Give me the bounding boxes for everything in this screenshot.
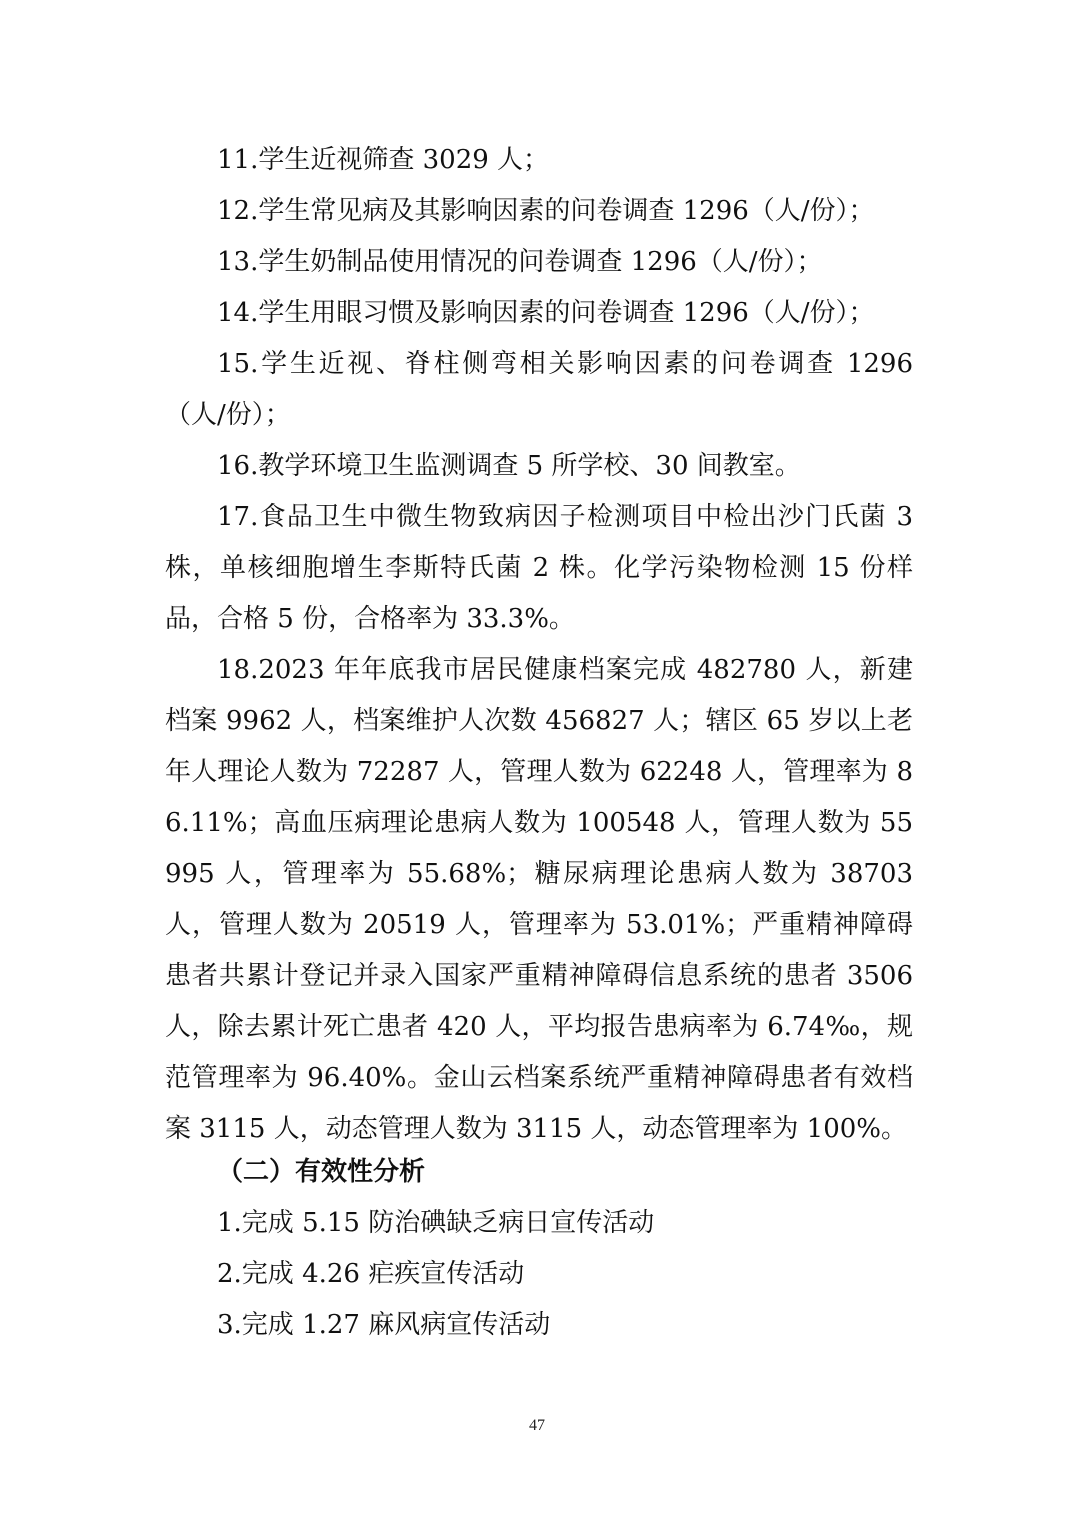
section-heading-effectiveness: （二）有效性分析	[217, 1157, 426, 1187]
item-11: 11.学生近视筛查 3029 人；	[217, 145, 550, 175]
item-14: 14.学生用眼习惯及影响因素的问卷调查 1296（人/份）；	[217, 298, 875, 328]
item-13: 13.学生奶制品使用情况的问卷调查 1296（人/份）；	[217, 247, 823, 277]
effectiveness-item-1: 1.完成 5.15 防治碘缺乏病日宣传活动	[217, 1208, 655, 1238]
effectiveness-item-2: 2.完成 4.26 疟疾宣传活动	[217, 1259, 525, 1289]
item-12: 12.学生常见病及其影响因素的问卷调查 1296（人/份）；	[217, 196, 875, 226]
effectiveness-item-3: 3.完成 1.27 麻风病宣传活动	[217, 1310, 551, 1340]
page-number: 47	[529, 1417, 545, 1434]
item-17: 17.食品卫生中微生物致病因子检测项目中检出沙门氏菌 3 株，单核细胞增生李斯特氏菌 2 株。化学污染物检测 15 份样品，合格 5 份，合格率为 33.3%。	[165, 502, 913, 634]
item-18: 18.2023 年年底我市居民健康档案完成 482780 人，新建档案 9962 人，档案维护人次数 456827 人；辖区 65 岁以上老年人理论人数为 72287 人，管理人数为 62248 人，管理率为 86.11%；高血压病理论患病人数为 100548 人，管理人数为 55995 人，管理率为 55.68%；糖尿病理论患病人数为 38703 人，管理人数为 20519 人，管理率为 53.01%；严重精神障碍患者共累计登记并录入国家严重精神障碍信息系统的患者 3506 人，除去累计死亡患者 420 人，平均报告患病率为 6.74‰，规范管理率为 96.40%。金山云档案系统严重精神障碍患者有效档案 3115 人，动态管理人数为 3115 人，动态管理率为 100%。	[165, 655, 913, 1144]
item-15: 15.学生近视、脊柱侧弯相关影响因素的问卷调查 1296（人/份）；	[165, 349, 913, 430]
item-16: 16.教学环境卫生监测调查 5 所学校、30 间教室。	[217, 451, 801, 481]
